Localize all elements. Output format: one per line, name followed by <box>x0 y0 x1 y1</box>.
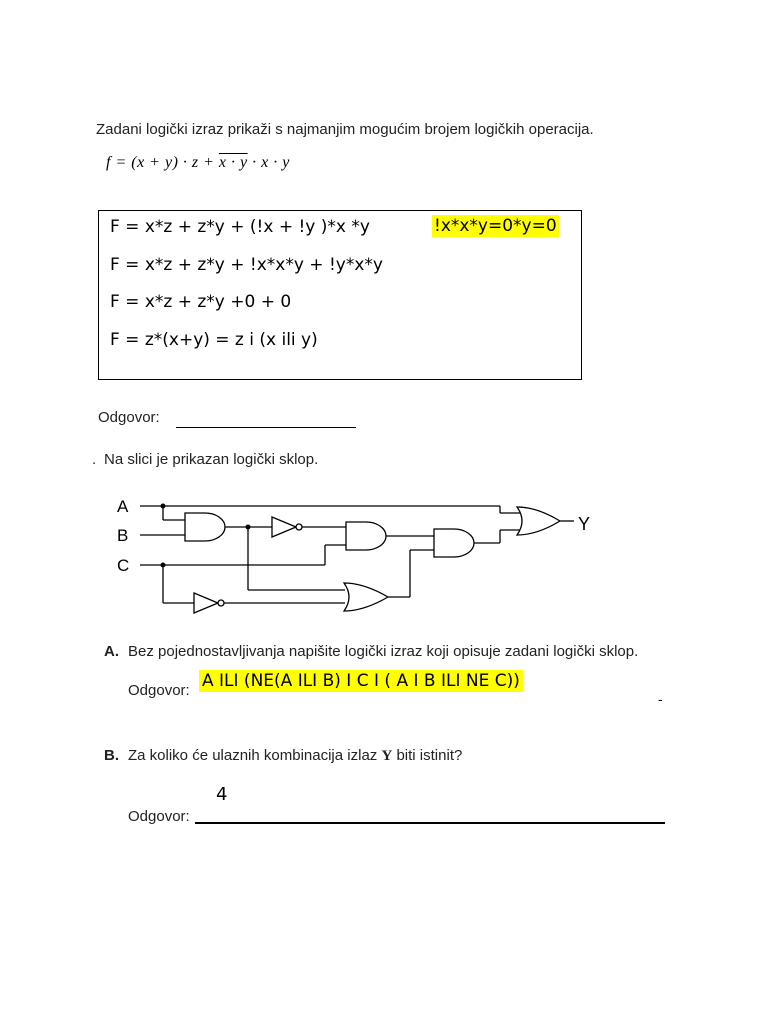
not-gate-2 <box>194 593 218 613</box>
part-a-mark: - <box>658 691 663 707</box>
part-a-question: Bez pojednostavljivanja napišite logički izraz koji opisuje zadani logički sklop. <box>128 643 639 660</box>
part-b-answer-line[interactable] <box>195 822 665 824</box>
not-gate-1-bubble <box>296 524 302 530</box>
part-b-question-post: biti istinit? <box>392 747 463 764</box>
not-gate-2-bubble <box>218 600 224 606</box>
part-b-question-pre: Za koliko će ulaznih kombinacija izlaz <box>128 747 382 764</box>
input-label-a: A <box>117 497 129 516</box>
formula-overbar-term: x · y <box>218 154 248 171</box>
solution-line-2: F = x*z + z*y + !x*x*y + !y*x*y <box>110 255 383 275</box>
task1-answer-line[interactable] <box>176 427 356 428</box>
solution-line-3: F = x*z + z*y +0 + 0 <box>110 292 292 312</box>
and-gate-1 <box>185 513 225 541</box>
or-gate-1 <box>344 583 388 611</box>
task1-question: Zadani logički izraz prikaži s najmanjim mogućim brojem logičkih operacija. <box>96 121 594 138</box>
and-gate-2 <box>346 522 386 550</box>
part-b-answer-label: Odgovor: <box>128 808 190 825</box>
logic-circuit-diagram <box>100 485 620 625</box>
part-b-var-y: Y <box>381 748 393 764</box>
side-note: !x*x*y=0*y=0 <box>434 216 557 236</box>
output-label-y: Y <box>578 514 591 534</box>
and-gate-3 <box>434 529 474 557</box>
part-b-letter: B. <box>104 747 119 764</box>
solution-line-1: F = x*z + z*y + (!x + !y )*x *y <box>110 217 370 237</box>
formula-suffix: · x · y <box>247 154 290 171</box>
part-a-letter: A. <box>104 643 119 660</box>
solution-line-4: F = z*(x+y) = z i (x ili y) <box>110 330 318 350</box>
or-gate-2 <box>517 507 560 535</box>
task1-answer-label: Odgovor: <box>98 409 160 426</box>
task1-formula <box>106 154 290 172</box>
part-a-answer: A ILI (NE(A ILI B) I C I ( A I B ILI NE C)) <box>199 670 523 692</box>
part-a-answer-label: Odgovor: <box>128 682 190 699</box>
input-label-c: C <box>117 556 130 575</box>
task2-bullet: . <box>92 451 97 468</box>
input-label-b: B <box>117 526 129 545</box>
part-b-answer: 4 <box>216 784 228 805</box>
task2-intro: Na slici je prikazan logički sklop. <box>104 451 319 468</box>
part-b-question <box>128 747 462 765</box>
not-gate-1 <box>272 517 296 537</box>
formula-prefix: f = (x + y) · z + <box>106 154 219 171</box>
